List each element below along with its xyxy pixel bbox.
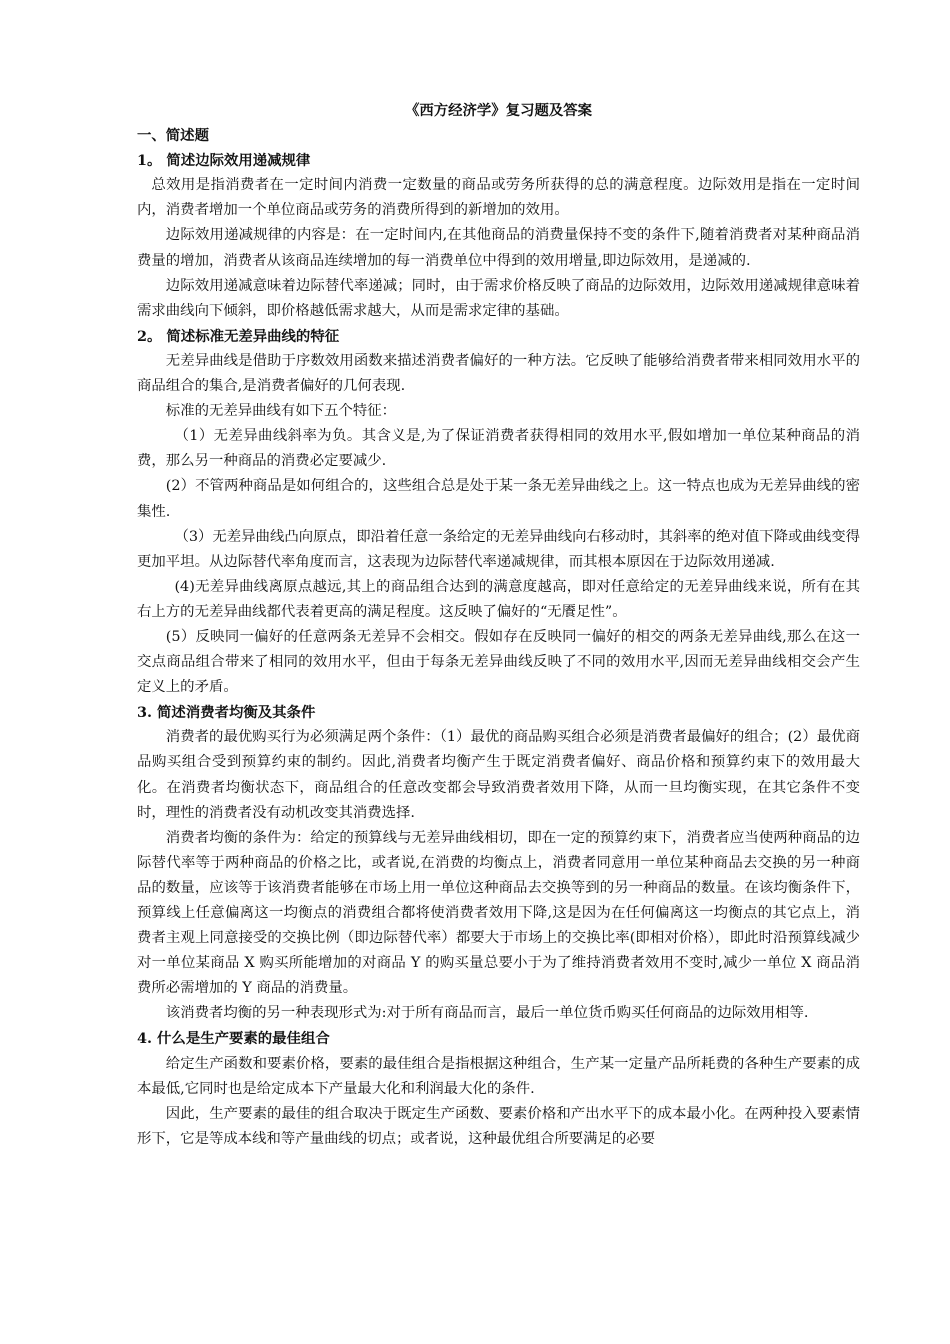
question-1-heading: 1。 简述边际效用递减规律 xyxy=(137,152,311,170)
question-2-item-3: （3）无差异曲线凸向原点，即沿着任意一条给定的无差异曲线向右移动时，其斜率的绝对值下降或曲线变得更加平坦。从边际替代率角度而言，这表现为边际替代率递减规律，而其根本原因在于边际效用递减. xyxy=(137,528,860,570)
question-2-heading: 2。 简述标准无差异曲线的特征 xyxy=(137,327,340,345)
question-2-item-4: (4)无差异曲线离原点越远,其上的商品组合达到的满意度越高，即对任意给定的无差异曲线来说，所有在其右上方的无差异曲线都代表着更高的满足程度。这反映了偏好的“无餍足性”。 xyxy=(137,578,860,620)
question-3-heading: 3. 简述消费者均衡及其条件 xyxy=(137,704,316,722)
question-2-item-1: （1）无差异曲线斜率为负。其含义是,为了保证消费者获得相同的效用水平,假如增加一单位某种商品的消费，那么另一种商品的消费必定要减少. xyxy=(137,428,860,470)
question-1-paragraph-2: 边际效用递减规律的内容是：在一定时间内,在其他商品的消费量保持不变的条件下,随着消费者对某种商品消费量的增加，消费者从该商品连续增加的每一消费单位中得到的效用增量,即边际效用，是递减的. xyxy=(137,227,860,269)
section-heading-short-answer: 一、简述题 xyxy=(137,127,209,145)
document-title: 《西方经济学》复习题及答案 xyxy=(404,102,593,119)
question-4-paragraph-2: 因此，生产要素的最佳的组合取决于既定生产函数、要素价格和产出水平下的成本最小化。在两种投入要素情形下，它是等成本线和等产量曲线的切点；或者说，这种最优组合所要满足的必要 xyxy=(137,1105,860,1147)
question-2-item-2: (2）不管两种商品是如何组合的，这些组合总是处于某一条无差异曲线之上。这一特点也成为无差异曲线的密集性. xyxy=(137,478,860,520)
question-2-paragraph-2: 标准的无差异曲线有如下五个特征： xyxy=(165,403,397,420)
question-1-paragraph-3: 边际效用递减意味着边际替代率递减；同时，由于需求价格反映了商品的边际效用，边际效用递减规律意味着需求曲线向下倾斜，即价格越低需求越大，从而是需求定律的基础。 xyxy=(137,277,860,319)
question-3-paragraph-2: 消费者均衡的条件为：给定的预算线与无差异曲线相切，即在一定的预算约束下，消费者应当使两种商品的边际替代率等于两种商品的价格之比，或者说,在消费的均衡点上，消费者同意用一单位某种商品去交换的另一种商品的数量，应该等于该消费者能够在市场上用一单位这种商品去交换等到的另一种商品的数量。在该均衡条件下，预算线上任意偏离这一均衡点的消费组合都将使消费者效用下降,这是因为在任何偏离这一均衡点的其它点上，消费者主观上同意接受的交换比例（即边际替代率）都要大于市场上的交换比率(即相对价格），即此时沿预算线减少对一单位某商品 X 购买所能增加的对商品 Y 的购买量总要小于为了维持消费者效用不变时,减少一单位 X 商品消费所必需增加的 Y 商品的消费量。 xyxy=(137,829,860,997)
question-4-heading: 4. 什么是生产要素的最佳组合 xyxy=(137,1030,330,1048)
question-3-paragraph-1: 消费者的最优购买行为必须满足两个条件：（1）最优的商品购买组合必须是消费者最偏好的组合；(2）最优商品购买组合受到预算约束的制约。因此,消费者均衡产生于既定消费者偏好、商品价格和预算约束下的效用最大化。在消费者均衡状态下，商品组合的任意改变都会导致消费者效用下降，从而一旦均衡实现，在其它条件不变时，理性的消费者没有动机改变其消费选择. xyxy=(137,729,860,821)
question-4-paragraph-1: 给定生产函数和要素价格，要素的最佳组合是指根据这种组合，生产某一定量产品所耗费的各种生产要素的成本最低,它同时也是给定成本下产量最大化和利润最大化的条件. xyxy=(137,1055,860,1097)
question-1-paragraph-1: 总效用是指消费者在一定时间内消费一定数量的商品或劳务所获得的总的满意程度。边际效用是指在一定时间内，消费者增加一个单位商品或劳务的消费所得到的新增加的效用。 xyxy=(137,177,860,219)
question-2-paragraph-1: 无差异曲线是借助于序数效用函数来描述消费者偏好的一种方法。它反映了能够给消费者带来相同效用水平的商品组合的集合,是消费者偏好的几何表现. xyxy=(137,352,860,395)
question-3-paragraph-3: 该消费者均衡的另一种表现形式为:对于所有商品而言，最后一单位货币购买任何商品的边际效用相等. xyxy=(165,1005,809,1022)
question-2-item-5: (5）反映同一偏好的任意两条无差异不会相交。假如存在反映同一偏好的相交的两条无差异曲线,那么在这一交点商品组合带来了相同的效用水平，但由于每条无差异曲线反映了不同的效用水平,因而无差异曲线相交会产生定义上的矛盾。 xyxy=(137,628,860,696)
